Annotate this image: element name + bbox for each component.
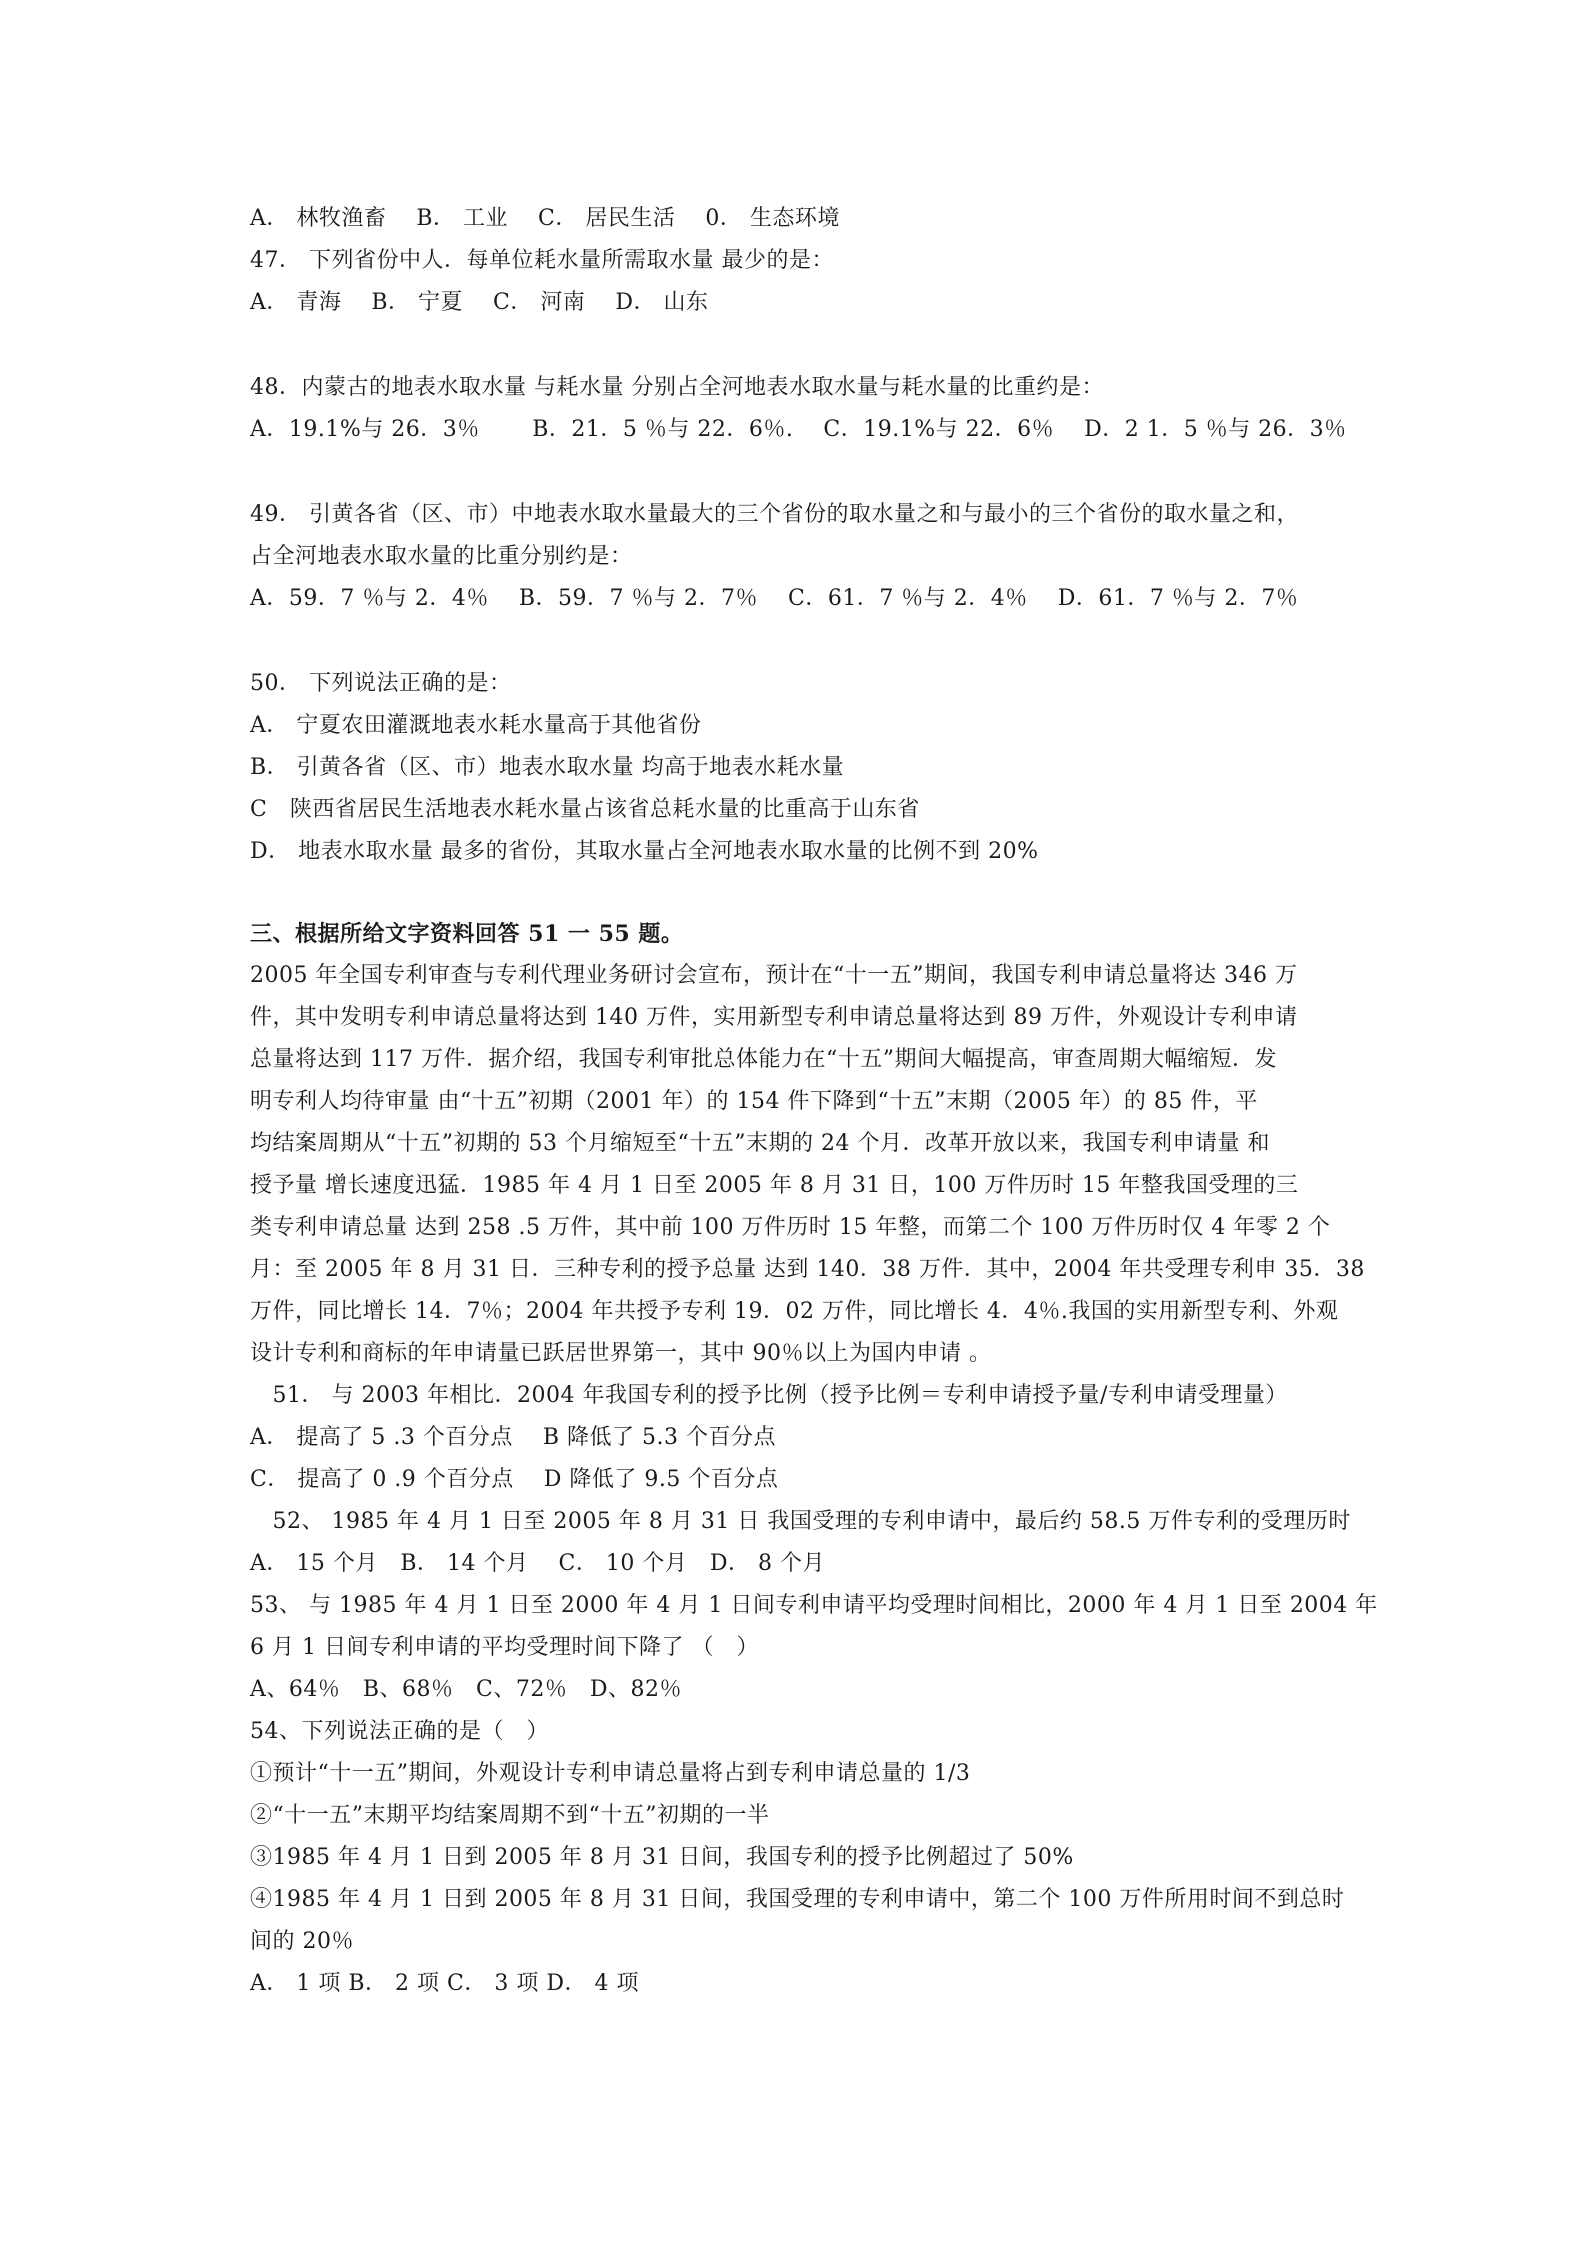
passage-line-5: 均结案周期从“十五”初期的 53 个月缩短至“十五”末期的 24 个月．改革开放以来，我国专利申请量 和 bbox=[250, 1131, 1270, 1156]
q53-options: A、64％ B、68％ C、72％ D、82％ bbox=[250, 1677, 683, 1702]
q50-option-a: A． 宁夏农田灌溉地表水耗水量高于其他省份 bbox=[250, 713, 702, 738]
q54-statement-4-line-2: 间的 20％ bbox=[250, 1929, 354, 1954]
passage-line-8: 月：至 2005 年 8 月 31 日．三种专利的授予总量 达到 140．38 万件．其中，2004 年共受理专利申 35．38 bbox=[250, 1257, 1365, 1282]
passage-line-6: 授予量 增长速度迅猛．1985 年 4 月 1 日至 2005 年 8 月 31 日，100 万件历时 15 年整我国受理的三 bbox=[250, 1173, 1299, 1198]
q49-question-line-1: 49． 引黄各省（区、市）中地表水取水量最大的三个省份的取水量之和与最小的三个省份的取水量之和， bbox=[250, 502, 1299, 527]
q49-question-line-2: 占全河地表水取水量的比重分别约是： bbox=[250, 544, 633, 569]
q54-statement-2: ②“十一五”末期平均结案周期不到“十五”初期的一半 bbox=[250, 1803, 770, 1828]
q54-question: 54、下列说法正确的是（ ） bbox=[250, 1719, 549, 1744]
q48-options: A．19.1%与 26．3％ B．21．5 ％与 22．6％. C．19.1%与 22．6％ D．2 1．5 ％与 26．3％ bbox=[250, 417, 1347, 442]
q51-question: 51． 与 2003 年相比．2004 年我国专利的授予比例（授予比例＝专利申请授予量/专利申请受理量） bbox=[250, 1383, 1288, 1408]
q50-option-b: B． 引黄各省（区、市）地表水取水量 均高于地表水耗水量 bbox=[250, 755, 845, 780]
spacer bbox=[250, 873, 1350, 913]
passage-line-10: 设计专利和商标的年申请量已跃居世界第一，其中 90％以上为国内申请 。 bbox=[250, 1341, 992, 1366]
q54-statement-3: ③1985 年 4 月 1 日到 2005 年 8 月 31 日间，我国专利的授予比例超过了 50% bbox=[250, 1845, 1074, 1870]
spacer bbox=[250, 451, 1350, 494]
q47-options: A． 青海 B． 宁夏 C． 河南 D． 山东 bbox=[250, 290, 709, 315]
passage-line-2: 件，其中发明专利申请总量将达到 140 万件，实用新型专利申请总量将达到 89 万件，外观设计专利申请 bbox=[250, 1005, 1298, 1030]
q54-statement-4-line-1: ④1985 年 4 月 1 日到 2005 年 8 月 31 日间，我国受理的专利申请中，第二个 100 万件所用时间不到总时 bbox=[250, 1887, 1345, 1912]
q48-question: 48．内蒙古的地表水取水量 与耗水量 分别占全河地表水取水量与耗水量的比重约是： bbox=[250, 375, 1104, 400]
q51-options-cd: C． 提高了 0 .9 个百分点 D 降低了 9.5 个百分点 bbox=[250, 1467, 779, 1492]
section-heading: 三、根据所给文字资料回答 51 一 55 题。 bbox=[250, 921, 684, 947]
passage-line-1: 2005 年全国专利审查与专利代理业务研讨会宣布，预计在“十一五”期间，我国专利申请总量将达 346 万 bbox=[250, 963, 1298, 988]
q51-options-ab: A． 提高了 5 .3 个百分点 B 降低了 5.3 个百分点 bbox=[250, 1425, 776, 1450]
document-page bbox=[250, 198, 1378, 2005]
q54-statement-1: ①预计“十一五”期间，外观设计专利申请总量将占到专利申请总量的 1/3 bbox=[250, 1761, 971, 1786]
q50-option-c: C 陕西省居民生活地表水耗水量占该省总耗水量的比重高于山东省 bbox=[250, 797, 920, 822]
q49-options: A．59．7 ％与 2．4％ B．59．7 ％与 2．7％ C．61．7 ％与 2．4％ D．61．7 ％与 2．7％ bbox=[250, 586, 1299, 611]
spacer bbox=[250, 324, 1350, 367]
q50-option-d: D． 地表水取水量 最多的省份，其取水量占全河地表水取水量的比例不到 20% bbox=[250, 839, 1039, 864]
spacer bbox=[250, 620, 1350, 663]
q46-options: A． 林牧渔畜 B． 工业 C． 居民生活 0． 生态环境 bbox=[250, 206, 840, 231]
q52-question: 52、 1985 年 4 月 1 日至 2005 年 8 月 31 日 我国受理的专利申请中，最后约 58.5 万件专利的受理历时 bbox=[250, 1509, 1351, 1534]
q52-options: A． 15 个月 B． 14 个月 C． 10 个月 D． 8 个月 bbox=[250, 1551, 825, 1576]
q47-question: 47． 下列省份中人．每单位耗水量所需取水量 最少的是： bbox=[250, 248, 834, 273]
q53-question-line-1: 53、 与 1985 年 4 月 1 日至 2000 年 4 月 1 日间专利申请平均受理时间相比，2000 年 4 月 1 日至 2004 年 bbox=[250, 1593, 1378, 1618]
q54-options: A． 1 项 B． 2 项 C． 3 项 D． 4 项 bbox=[250, 1971, 639, 1996]
q50-question: 50． 下列说法正确的是： bbox=[250, 671, 512, 696]
q53-question-line-2: 6 月 1 日间专利申请的平均受理时间下降了 （ ） bbox=[250, 1635, 759, 1660]
passage-line-9: 万件，同比增长 14．7％；2004 年共授予专利 19．02 万件，同比增长 4．4％.我国的实用新型专利、外观 bbox=[250, 1299, 1339, 1324]
passage-line-4: 明专利人均待审量 由“十五”初期（2001 年）的 154 件下降到“十五”末期（2005 年）的 85 件，平 bbox=[250, 1089, 1258, 1114]
passage-line-3: 总量将达到 117 万件．据介绍，我国专利审批总体能力在“十五”期间大幅提高，审查周期大幅缩短．发 bbox=[250, 1047, 1277, 1072]
passage-line-7: 类专利申请总量 达到 258 .5 万件，其中前 100 万件历时 15 年整，而第二个 100 万件历时仅 4 年零 2 个 bbox=[250, 1215, 1331, 1240]
